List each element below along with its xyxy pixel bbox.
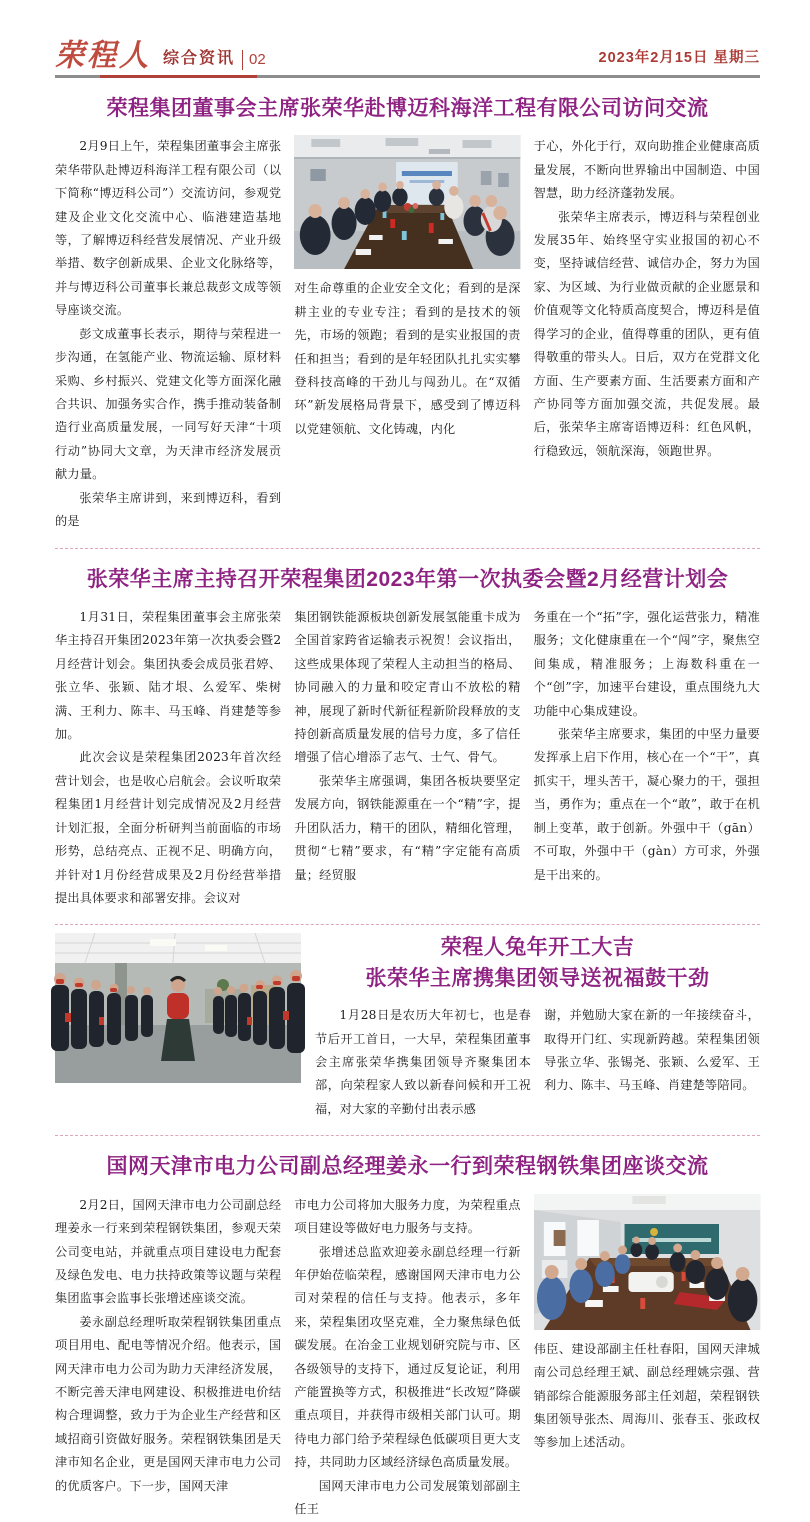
paragraph: 集团钢铁能源板块创新发展氢能重卡成为全国首家跨省运输表示祝贺！会议指出，这些成果体现了荣程人主动担当的格局、协同融入的力量和咬定青山不放松的精神，展现了新时代新征程新阶段释放的支持创新高质量发展的信号力度，多了信任增强了信心增添了志气、士气、骨气。 bbox=[294, 609, 521, 765]
article-title: 国网天津市电力公司副总经理姜永一行到荣程钢铁集团座谈交流 bbox=[106, 1155, 709, 1179]
section-divider-line bbox=[242, 50, 243, 70]
paragraph: 张荣华主席强调，集团各板块要坚定发展方向，钢铁能源重在一个“精”字，提升团队活力，精干的团队，精细化管理，贯彻“七精”要求，有“精”字定能有高质量；经贸服 bbox=[294, 773, 521, 882]
article-column bbox=[294, 1194, 520, 1522]
article-power-company-visit bbox=[55, 1153, 760, 1521]
article-column bbox=[55, 1194, 281, 1522]
article-bomesc-visit bbox=[55, 95, 760, 534]
masthead-left bbox=[55, 37, 266, 73]
article-column bbox=[534, 135, 760, 533]
article-separator bbox=[55, 924, 760, 925]
paragraph: 张增述总监欢迎姜永副总经理一行新年伊始莅临荣程，感谢国网天津市电力公司对荣程的信任与支持。他表示，多年来，荣程集团攻坚克难，全力聚焦绿色低碳发展。在冶金工业规划研究院与市、区各级领导的支持下，通过反复论证，利用产能置换等方式，积极推进“长改短”降碳重点项目，并获得市级相关部门认可。期待电力部门给予荣程绿色低碳项目更大支持，共同助力区域经济绿色高质量发展。 bbox=[294, 1244, 521, 1470]
photo-office-greeting bbox=[55, 933, 301, 1121]
article-column bbox=[534, 606, 760, 910]
paragraph: 谢，并勉励大家在新的一年接续奋斗，取得开门红、实现新跨越。荣程集团领导张立华、张锡尧、张颖、么爱军、王利力、陈丰、马玉峰、肖建楚等陪同。 bbox=[544, 1008, 760, 1093]
section-label: 综合资讯 bbox=[163, 50, 236, 68]
article-column bbox=[544, 1004, 760, 1121]
issue-date: 2023年2月15日 星期三 bbox=[598, 50, 760, 67]
article-title: 张荣华主席主持召开荣程集团2023年第一次执委会暨2月经营计划会 bbox=[86, 567, 729, 591]
paragraph: 张荣华主席要求，集团的中坚力量要发挥承上启下作用，核心在一个“干”，真抓实干，埋头苦干，凝心聚力的干，强担当，勇作为；重点在一个“敢”，敢于在机制上变革，敢于创新。外强中干（gān）不可取，外强中干（gàn）方可求，外强是干出来的。 bbox=[533, 726, 760, 882]
article-column bbox=[294, 135, 520, 533]
paragraph: 1月28日是农历大年初七，也是春节后开工首日，一大早，荣程集团董事会主席张荣华携集团领导齐聚集团本部，向荣程家人致以新春问候和开工祝福，对大家的辛勤付出表示感 bbox=[315, 1008, 531, 1116]
masthead-logo: 荣程人 bbox=[55, 37, 152, 73]
paragraph: 务重在一个“拓”字，强化运营张力，精准服务；文化健康重在一个“闯”字，聚焦空间集成，精准服务；上海数科重在一个“创”字，加速平台建设，重点围绕九大功能中心集成建设。 bbox=[533, 609, 760, 718]
article-column bbox=[55, 606, 281, 910]
header-rule bbox=[55, 75, 760, 78]
article-new-year-opening bbox=[55, 931, 760, 1121]
header-rule-red-segment bbox=[100, 75, 257, 78]
article-column bbox=[55, 135, 281, 533]
paragraph: 国网天津市电力公司发展策划部副主任王 bbox=[294, 1478, 521, 1517]
paragraph: 伟臣、建设部副主任杜春阳，国网天津城南公司总经理王斌、副总经理姚宗强、营销部综合能源服务部主任刘超，荣程钢铁集团领导张杰、周海川、张春玉、张政权等参加上述活动。 bbox=[533, 1341, 760, 1450]
paragraph: 2月2日，国网天津市电力公司副总经理姜永一行来到荣程钢铁集团，参观天荣公司变电站，并就重点项目建设电力配套及绿色发电、电力扶持政策等议题与荣程集团监事会监事长张增述座谈交流。 bbox=[55, 1197, 282, 1306]
article-title bbox=[315, 933, 760, 994]
paragraph: 彭文成董事长表示，期待与荣程进一步沟通，在氢能产业、物流运输、原材料采购、乡村振兴、党建文化等方面深化融合共识、加强务实合作，携手推动装备制造行业高质量发展，一同写好天津“十项行动”协同大文章，为天津市经济发展贡献力量。 bbox=[55, 326, 282, 482]
article-separator bbox=[55, 1135, 760, 1136]
paragraph: 于心，外化于行，双向助推企业健康高质量发展，不断向世界输出中国制造、中国智慧，助力经济蓬勃发展。 bbox=[533, 139, 760, 201]
page-number: 02 bbox=[249, 51, 266, 68]
page-header bbox=[55, 34, 760, 73]
paragraph: 对生命尊重的企业安全文化；看到的是深耕主业的专业专注；看到的是技术的领先，市场的领跑；看到的是实业报国的责任和担当；看到的是年轻团队扎扎实实攀登科技高峰的干劲儿与闯劲儿。在“双循环”新发展格局背景下，感受到了博迈科以党建领航、文化铸魂，内化 bbox=[294, 281, 521, 436]
paragraph: 市电力公司将加大服务力度，为荣程重点项目建设等做好电力服务与支持。 bbox=[294, 1197, 521, 1236]
article-title-line: 荣程人兔年开工大吉 bbox=[440, 936, 635, 960]
article-title: 荣程集团董事会主席张荣华赴博迈科海洋工程有限公司访问交流 bbox=[106, 97, 709, 120]
article-title-line: 张荣华主席携集团领导送祝福鼓干劲 bbox=[365, 966, 710, 990]
article-right-block bbox=[315, 931, 760, 1121]
photo-power-company-conference bbox=[534, 1194, 760, 1330]
paragraph: 此次会议是荣程集团2023年首次经营计划会，也是收心启航会。会议听取荣程集团1月经营计划完成情况及2月经营计划汇报，全面分析研判当前面临的市场形势，总结亮点、正视不足、明确方向，并针对1月份经营成果及2月份经营举措提出具体要求和部署安排。会议对 bbox=[55, 750, 282, 905]
article-separator bbox=[55, 548, 760, 549]
paragraph: 张荣华主席表示，博迈科与荣程创业发展35年、始终坚守实业报国的初心不变，坚持诚信经营、诚信办企，努力为国家、为区域、为行业做贡献的企业愿景和价值观等文化特质高度契合，博迈科是值得学习的企业，值得尊重的团队，更有值得敬重的带头人。日后，双方在党群文化方面、生产要素方面、生活要素方面和产产协同等方面加强交流，共促发展。最后，张荣华主席寄语博迈科：红色风帆，行稳致远，领航深海，领跑世界。 bbox=[533, 209, 760, 458]
paragraph: 姜永副总经理听取荣程钢铁集团重点项目用电、配电等情况介绍。他表示，国网天津市电力公司为助力天津经济发展，不断完善天津电网建设、积极推进电价结构合理调整，致力于为企业生产经营和区域招商引资做好服务。荣程钢铁集团是天津市知名企业，更是国网天津市电力公司的优质客户。下一步，国网天津 bbox=[55, 1314, 282, 1493]
photo-bomesc-meeting-room bbox=[294, 135, 520, 269]
article-column bbox=[294, 606, 520, 910]
article-executive-meeting bbox=[55, 566, 760, 911]
article-column bbox=[315, 1004, 531, 1121]
paragraph: 张荣华主席讲到，来到博迈科，看到的是 bbox=[55, 490, 282, 529]
paragraph: 2月9日上午，荣程集团董事会主席张荣华带队赴博迈科海洋工程有限公司（以下简称“博迈科公司”）交流访问，参观党建及企业文化交流中心、临港建造基地等，了解博迈科经营发展情况、产业升级举措、数字创新成果、企业文化脉络等，并与博迈科公司董事长兼总裁彭文成等领导座谈交流。 bbox=[55, 139, 282, 318]
paragraph: 1月31日，荣程集团董事会主席张荣华主持召开集团2023年第一次执委会暨2月经营计划会。集团执委会成员张君婷、张立华、张颖、陆才垠、么爱军、柴树满、王利力、陈丰、马玉峰、肖建楚等参加。 bbox=[55, 609, 282, 741]
article-column bbox=[534, 1194, 760, 1522]
